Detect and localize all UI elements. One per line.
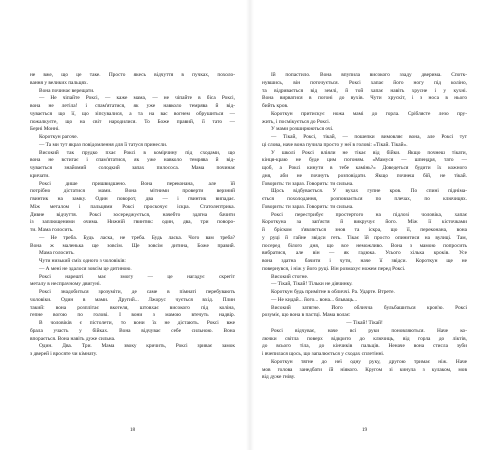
text-line: У мами розширюються очі. [271,126,334,133]
text-line: вибратися, але він — як гадюка. Усього хілька кроків. Усе [262,250,467,257]
text-line: Говорить: ти зараз. Говорить: ти сильна. [262,203,354,210]
text-line: вона здатна бачити і чути, наче її звідси. Короткун ще не [262,258,467,264]
text-line: й бріском з'являється знов та іскра, що її, переконана, вона [262,227,467,233]
text-line: Короткун притискує ножа мамі до горла. Сріблясте лезо пру- [271,110,467,117]
text-line: Один. Два. Три. Мама звоку кричить, Роксі зриває замок [39,343,235,350]
text-line: мов голова занедбати їй ніякого. Кругом зі кинула з кулаком, мов [262,366,467,373]
text-line: щоб, а Роксі кинути в тебе камінь?» Доведеться будити їх кожного [262,165,467,171]
text-line: Короткун будь примітне в обличчі. Ра. Ударте. Втрете. [271,289,395,295]
text-line: Говорить: ти зараз. Говорить: ти сильна. [262,180,354,187]
text-line: вона не встигає і спам'ятатися, як уже навколо темрява й від- [30,157,235,164]
text-line: жить, і посмікується до Роксі. [262,118,331,125]
text-line: Мама голосить. [39,250,75,257]
text-line: кричати. [30,172,50,179]
left-page-number: 18 [129,427,136,433]
text-line: чувається що її, що зіпсувалися, а та на вас вогнем обрушиться — [30,110,235,117]
text-line: із заплющеними очима. Нижній гвинтик: один, два, три поворо- [30,219,235,226]
text-line: чувається знайомий солодкий запах пилососа. Мама починає [30,165,235,171]
text-line: Роксі відчуває, наче всі руки поновляються. Наче ко- [271,327,467,334]
text-line: — А мені не здалося зовсім це дитиною. [39,265,132,272]
text-line: Між металом і пальцями Роксі проскочує іскра. Статолептрика. [30,203,235,210]
text-line: не вже, що це таке. Просто якесь відчуття в пучках, похоло- [30,72,235,78]
text-line: Високий затягне. Його обличча бульбашиться кров'ю. Роксі [271,304,467,311]
right-page-number: 19 [361,427,368,433]
text-line: чоловіки. Один в мами. Другий... Лжорус чується вхід. Плин [30,296,235,303]
text-line: повернувся, і ніж у його руці. Він розмахує ножем перед Роксі. [262,265,406,272]
text-line: з дверей і вросяте чи кімнату. [30,351,98,357]
text-line: впорається. Вона навіть дуже сильна. [30,335,116,342]
text-line: ти. Мама голосить. [30,227,74,233]
text-line: металу в неспрavному двигуні. [30,281,101,288]
text-line: Роксі дише пришвидшено. Вона переконана, але їй [39,180,235,187]
text-line: вання у великих пальцях. [30,79,88,86]
text-line: Їй попастило. Вона впупила високого ззаду дверима. Спотк- [271,72,467,78]
text-line: кінця-краю не буде цим погоням. «Мамуся — шпендря, тато — [262,157,467,164]
text-line: Короткуна за зап'ястя й викручує його. Між її кісточками [262,219,467,226]
text-line: Високий так прудко пхає Роксі в комірчину під сходами, що [39,149,235,156]
text-line: Щось відбувається. У вухах гупне кров. По спині підніма- [271,188,467,195]
text-line: нувшись, він поточується. Роксі хапає його ногу під колінo, [262,79,467,86]
text-line: Вона ж маленька ще зовсім. Ще зовсім дитина, Боже правий. [30,242,235,249]
text-line: Високий стогне. [271,273,309,280]
text-line: — Не треба. Будь ласка, не треба. Будь ласка. Чого вам треба? [39,234,235,241]
text-line: Вона вирватися в погоні до вухів. Чути хрускіт, і з носа в нього [262,95,467,102]
text-line: ці слова, наче вона пучила просто у неї в голові: «Тікай. Тікай». [262,141,408,148]
text-line: розуміє, що вона в пастці. Мама волає: [262,312,351,319]
text-line: Короткун тягне до неї одну руку, другою тримає ніж. Наче [271,358,467,365]
text-line: лючки світла поверх відкрито до ключиць, від горла до ліктів, [262,335,467,342]
book-gutter [246,0,254,450]
text-line: від дуже гніву. [262,374,296,381]
text-line: бийть кров. [262,103,289,109]
text-line: Дивне відчуття. Роксі зосереджується, начебто здатна бачити [30,211,235,218]
text-line: — Не кидай... його... вона... бльваць... [271,296,358,303]
text-line: такий: вона розплітає вкотеля, штовхає високого під колінa, [30,304,235,311]
text-line: брала участь у бійках. Вона відчуває себе сильною. Вона [30,327,235,334]
text-line: Вона починає верещати. [39,87,95,94]
text-line: вона не летіла! і спам'ятатися, як уже навколо темрява й від- [30,103,235,109]
left-page-text [30,72,235,359]
text-line: у руці й гайне звідси геть. Тікає їй просто опинитися на вулиці. Там, [262,234,467,241]
text-line: пожалкуєте, що на світ народилися. То Боже правий, її тато — [30,118,235,125]
text-line: та відривається від землі, й той хапає навіть хрусне і у кухні. [262,87,467,94]
text-line: — Та ми тут якраз повідомлення для її татуся принесли. [39,141,168,148]
text-line: дня, аби не почнуть розповідати. Якщо почнеш бій, не тікай. [262,172,467,179]
text-line: Роксі перестрибує простертого на підлозі чоловіка, хапає [271,211,467,218]
text-line: — Не чіпайте Роксі, — каже мама, — не чіпайте в біса Роксі, [39,95,235,102]
text-line: Роксі нарешті має змогу — це нагадує скрегіт [39,273,235,280]
text-line: ється похолодання, розповзається по плечах, по ключицях. [262,196,467,202]
text-line: гепне вогою по голові. І вони з мамою втечуть надвір. [30,312,235,319]
text-line: гвинтик на замку. Один поворот, два — і гвинтик випадає. [30,196,235,202]
text-line: В чоловіків є пістолети, то вони їх не дістають. Роксі вже [39,320,235,326]
text-line: Роксі знадобиться зрозуміти, де саме в пімнаті перебувають [39,289,235,295]
text-line: — Тікай! Тікай! [346,320,383,326]
text-line: Чути низький сміх одного з чоловіків: [39,258,126,264]
right-page-text [262,72,467,382]
text-line: потрібно дістатися мами. Вона мітними проверти верзний [30,188,235,195]
text-line: до всього тіла, до кінчиків пальців. Неначе вона стисла зуби [262,343,467,350]
text-line: — Тікай, Роксі, тікай, — пошепки вимовляє вона, але Роксі тут [271,134,467,140]
text-line: Короткун рагоче. [39,134,78,140]
text-line: і вчепилася щось, що запалюється у сходах сплетінні. [262,351,385,357]
text-line: посеред білого дня, що все неможливо. Вона з мамою попросить [262,242,467,249]
text-line: — Тікай, Тікай! Тільки не дівчинку. [271,281,353,288]
text-line: У школі Роксі вліяли не тікає від бійки. Якщо почнеш тікати, [271,149,467,156]
text-line: Берні Монні. [30,126,60,133]
